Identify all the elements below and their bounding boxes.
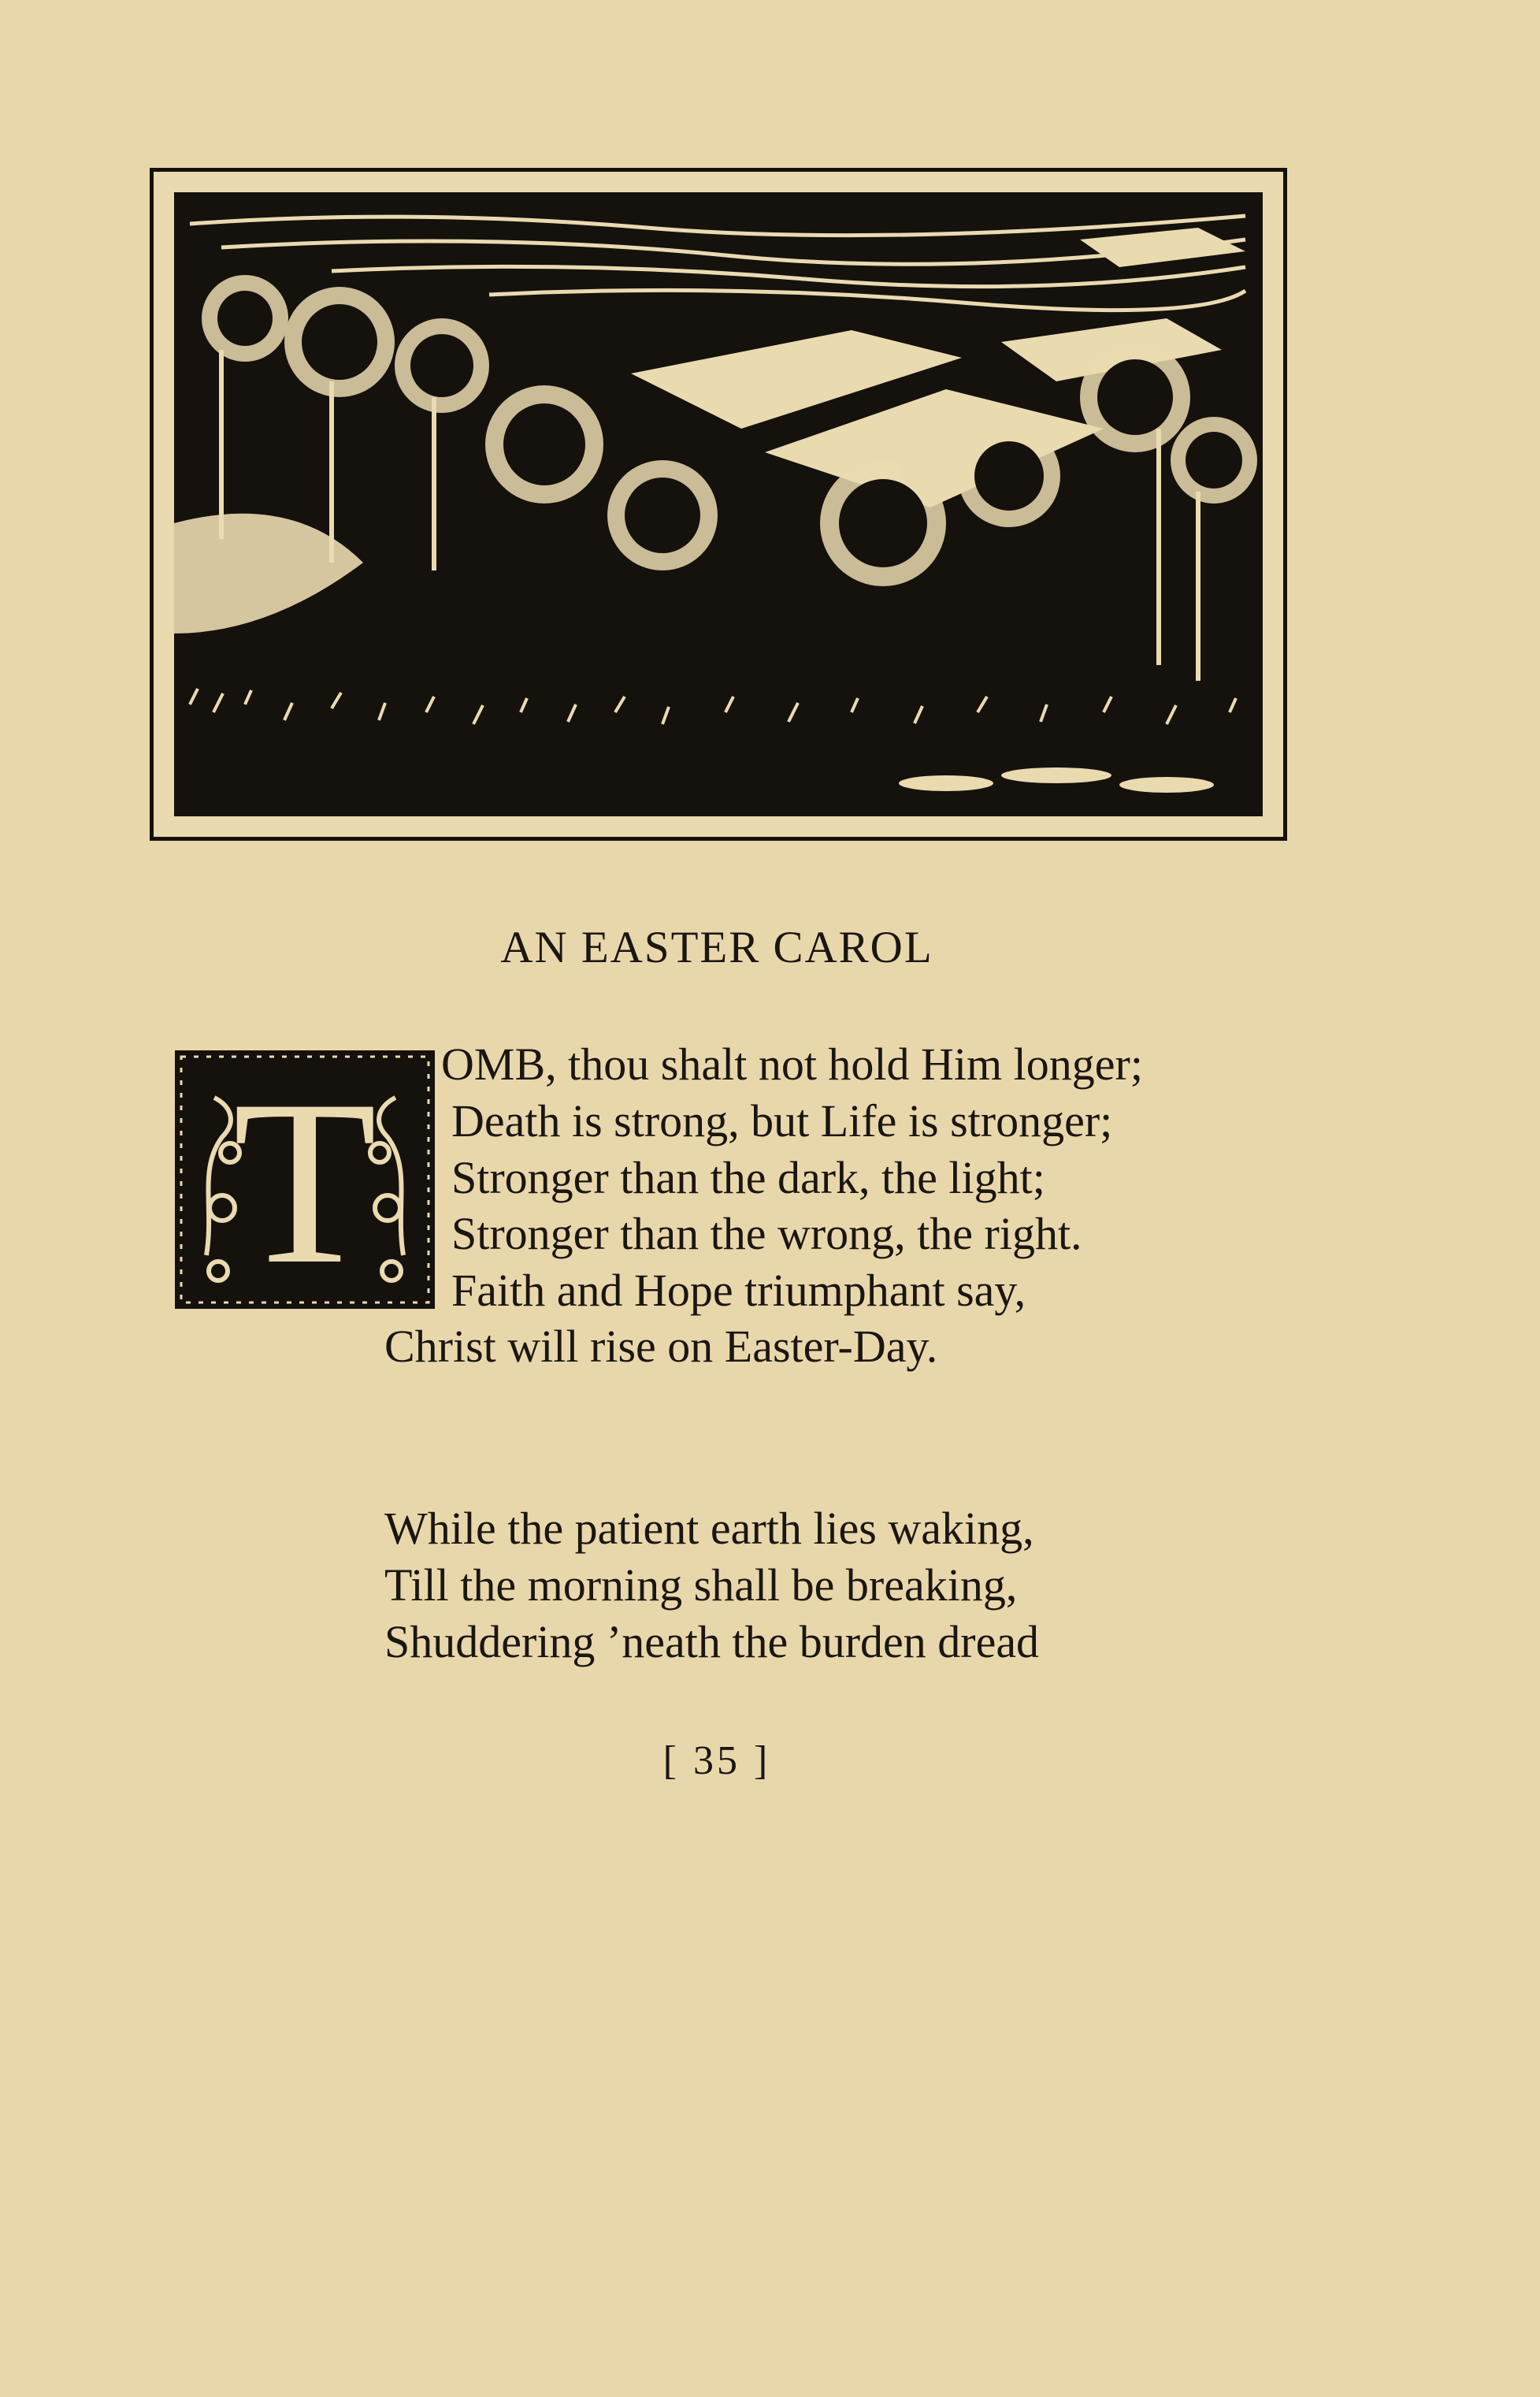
poem-line-8: Till the morning shall be breaking, bbox=[384, 1559, 1018, 1611]
poem-line-2: Death is strong, but Life is stronger; bbox=[451, 1095, 1113, 1146]
woodcut-illustration bbox=[150, 168, 1287, 841]
svg-text:T: T bbox=[232, 1051, 377, 1309]
first-word-small-caps: OMB bbox=[441, 1039, 546, 1090]
poem-line-4: Stronger than the wrong, the right. bbox=[451, 1208, 1082, 1259]
poem-line-5: Faith and Hope triumphant say, bbox=[451, 1265, 1026, 1316]
poem-line-3: Stronger than the dark, the light; bbox=[451, 1152, 1045, 1203]
poem-line-1 bbox=[441, 1039, 1143, 1090]
poem-line-9: Shuddering ’neath the burden dread bbox=[384, 1616, 1040, 1667]
page-number: [ 35 ] bbox=[662, 1738, 771, 1783]
first-line-rest: , thou shalt not hold Him longer; bbox=[545, 1039, 1143, 1090]
poem-line-6: Christ will rise on Easter-Day. bbox=[384, 1321, 938, 1372]
poem-title: AN EASTER CAROL bbox=[500, 923, 933, 972]
drop-cap-ornament bbox=[175, 1050, 435, 1309]
poem-line-7: While the patient earth lies waking, bbox=[384, 1503, 1034, 1554]
landscape-woodcut-image bbox=[174, 192, 1263, 816]
drop-cap-initial bbox=[175, 1050, 435, 1309]
